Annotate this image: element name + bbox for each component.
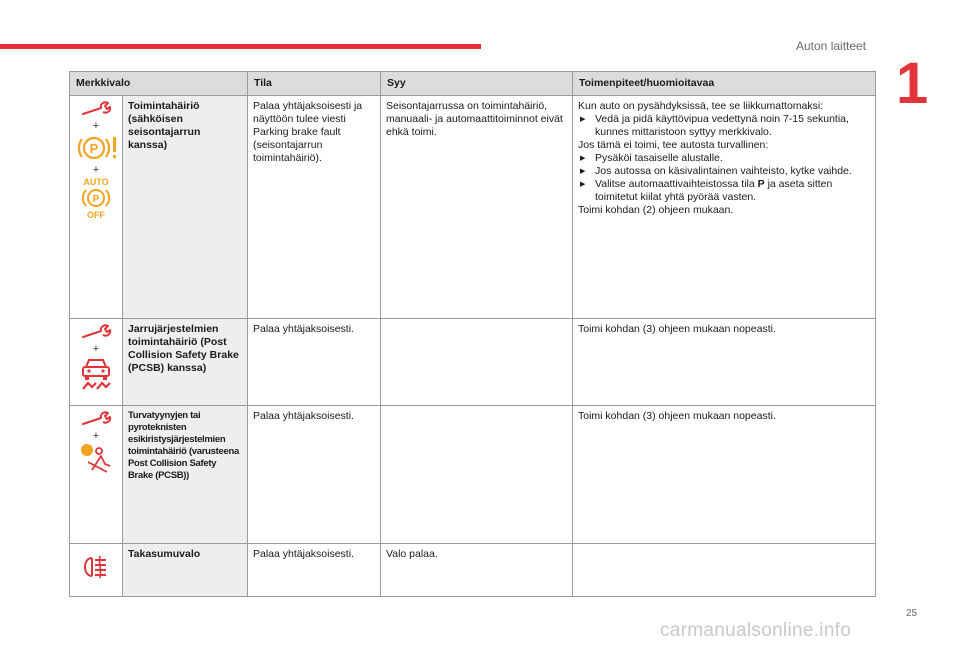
wrench-icon: [79, 410, 113, 430]
header-accent-bar: [0, 44, 481, 49]
auto-parking-brake-off-icon: [76, 176, 116, 220]
watermark: carmanualsonline.info: [660, 620, 852, 641]
action-item: ▶ Jos autossa on käsivalintainen vaihteisto, kytke vaihde.: [578, 165, 870, 178]
action-text: ja aseta sitten toimitetut kiilat yhtä pyörää vasten.: [595, 178, 833, 203]
icon-cell: [70, 319, 123, 406]
column-header-syy: Syy: [381, 72, 573, 96]
table-header-row: [70, 72, 876, 96]
light-name: Toimintahäiriö (sähköisen seisontajarrun kanssa): [123, 96, 248, 319]
actions-list: [578, 113, 870, 139]
action-text: Valitse automaattivaihteistossa tila: [595, 178, 758, 190]
plus-sign: +: [92, 120, 100, 132]
plus-sign: +: [92, 343, 100, 355]
warning-lights-table: [69, 71, 876, 597]
cause-text: [381, 319, 573, 406]
table-row: [70, 544, 876, 597]
table-row: [70, 319, 876, 406]
actions-text: [573, 544, 876, 597]
actions-text: Toimi kohdan (3) ohjeen mukaan nopeasti.: [573, 406, 876, 544]
actions-list: [578, 152, 870, 204]
auto-label: AUTO: [83, 177, 109, 187]
state-text: Palaa yhtäjaksoisesti.: [248, 319, 381, 406]
table-row: [70, 406, 876, 544]
light-name: Turvatyynyjen tai pyroteknisten esikiristysjärjestelmien toimintahäiriö (varusteena Post Collision Safety Brake (PCSB)): [123, 406, 248, 544]
wrench-icon: [79, 323, 113, 343]
column-header-tila: Tila: [248, 72, 381, 96]
plus-sign: +: [92, 164, 100, 176]
action-item: [578, 178, 870, 204]
light-name: Jarrujärjestelmien toimintahäiriö (Post Collision Safety Brake (PCSB) kanssa): [123, 319, 248, 406]
wrench-icon: [79, 100, 113, 120]
light-name: Takasumuvalo: [123, 544, 248, 597]
state-text: Palaa yhtäjaksoisesti.: [248, 544, 381, 597]
cause-text: Valo palaa.: [381, 544, 573, 597]
off-label: OFF: [87, 210, 105, 220]
section-title: Auton laitteet: [796, 39, 867, 53]
svg-text:P: P: [92, 194, 100, 205]
collision-brake-icon: [79, 355, 113, 391]
plus-sign: +: [92, 430, 100, 442]
icon-cell: [70, 406, 123, 544]
icon-cell: [70, 96, 123, 319]
gear-mode-p: P: [757, 178, 765, 190]
action-item: ▶ Pysäköi tasaiselle alustalle.: [578, 152, 870, 165]
icon-cell: [70, 544, 123, 597]
parking-brake-warning-icon: [75, 132, 119, 164]
state-text: Palaa yhtäjaksoisesti ja näyttöön tulee viesti Parking brake fault (seisontajarrun toimintahäiriö).: [248, 96, 381, 319]
actions-text: Toimi kohdan (3) ohjeen mukaan nopeasti.: [573, 319, 876, 406]
column-header-merkkivalo: Merkkivalo: [70, 72, 248, 96]
svg-text:P: P: [89, 141, 99, 156]
cause-text: [381, 406, 573, 544]
actions-intro: Kun auto on pysähdyksissä, tee se liikkumattomaksi:: [578, 100, 824, 112]
state-text: Palaa yhtäjaksoisesti.: [248, 406, 381, 544]
chapter-number: 1: [896, 51, 929, 116]
column-header-toimenpiteet: Toimenpiteet/huomioitavaa: [573, 72, 876, 96]
action-item: ▶ Vedä ja pidä käyttövipua vedettynä noin 7-15 sekuntia, kunnes mittaristoon syttyy merkkivalo.: [578, 113, 870, 139]
actions-cell: [573, 96, 876, 319]
actions-end: Toimi kohdan (2) ohjeen mukaan.: [578, 204, 734, 216]
cause-text: Seisontajarrussa on toimintahäiriö, manuaali- ja automaattitoiminnot eivät ehkä toimi.: [381, 96, 573, 319]
actions-mid: Jos tämä ei toimi, tee autosta turvallinen:: [578, 139, 769, 151]
page-number: 25: [906, 608, 918, 619]
table-row: [70, 96, 876, 319]
airbag-icon: [79, 442, 113, 474]
rear-fog-light-icon: [81, 554, 111, 580]
